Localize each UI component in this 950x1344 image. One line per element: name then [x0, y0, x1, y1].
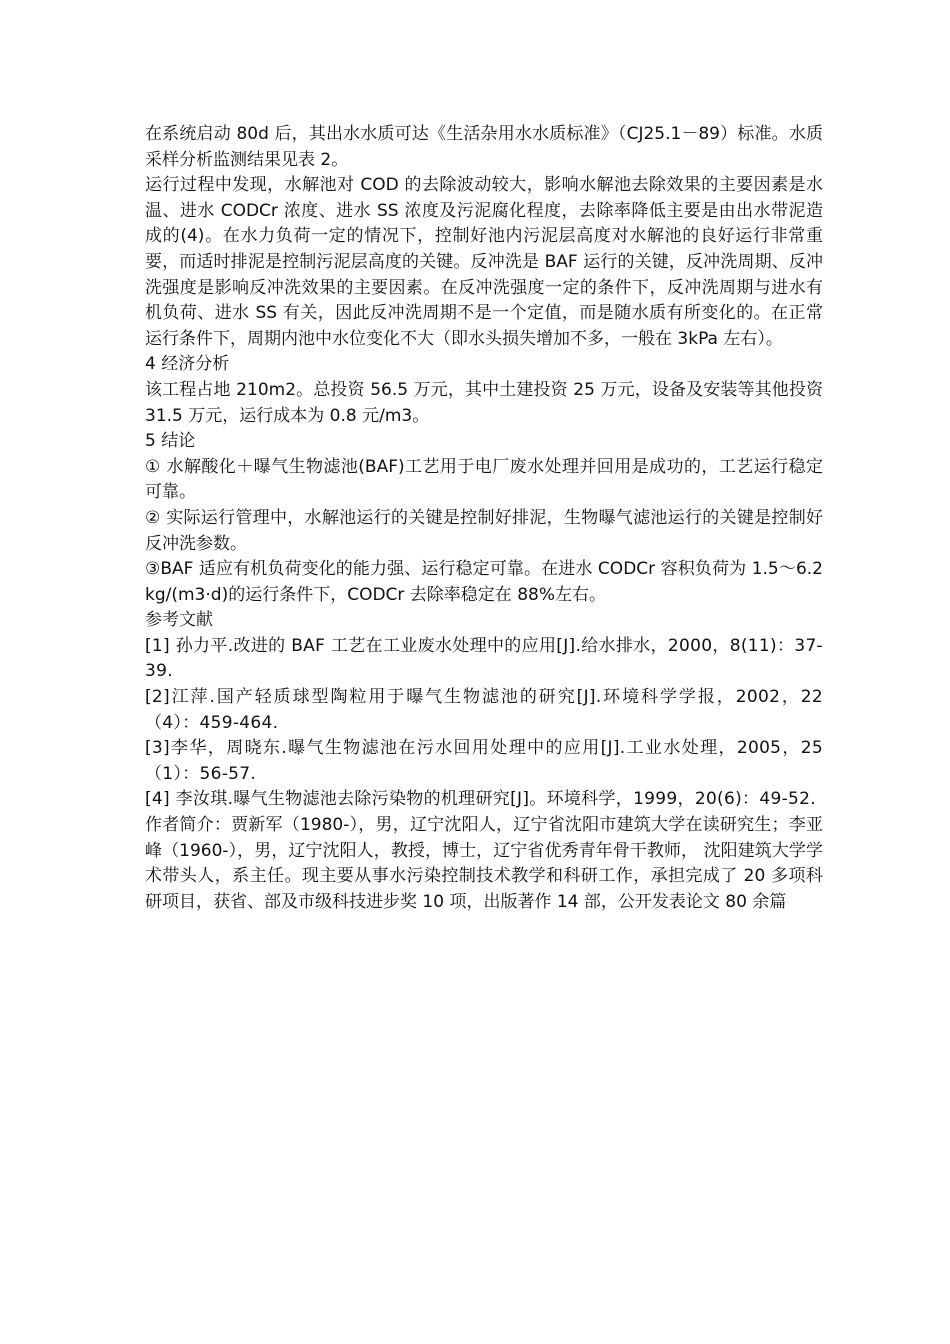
reference-item-3: [3]李华，周晓东.曝气生物滤池在污水回用处理中的应用[J].工业水处理，2005，25（1）：56-57.: [145, 738, 823, 784]
reference-item-4: [4] 李汝琪.曝气生物滤池去除污染物的机理研究[J]。环境科学，1999，20(6)：49-52.: [145, 789, 816, 810]
document-body: [145, 122, 823, 915]
section-heading-conclusion: 5 结论: [145, 431, 196, 452]
section-heading-references: 参考文献: [145, 610, 213, 631]
conclusion-item-2: ② 实际运行管理中，水解池运行的关键是控制好排泥，生物曝气滤池运行的关键是控制好反冲洗参数。: [145, 507, 823, 554]
paragraph-economic: 该工程占地 210m2。总投资 56.5 万元，其中土建投资 25 万元，设备及安装等其他投资 31.5 万元，运行成本为 0.8 元/m3。: [145, 379, 823, 426]
paragraph-water-quality: 在系统启动 80d 后，其出水水质可达《生活杂用水水质标准》（CJ25.1－89）标准。水质采样分析监测结果见表 2。: [145, 124, 823, 170]
paragraph-operation: 运行过程中发现，水解池对 COD 的去除波动较大，影响水解池去除效果的主要因素是水温、进水 CODCr 浓度、进水 SS 浓度及污泥腐化程度，去除率降低主要是由出水带泥造成的(4)。在水力负荷一定的情况下，控制好池内污泥层高度对水解池的良好运行非常重要，而适时排泥是控制污泥层高度的关键。反冲洗是 BAF 运行的关键，反冲洗周期、反冲洗强度是影响反冲洗效果的主要因素。在反冲洗强度一定的条件下，反冲洗周期与进水有机负荷、进水 SS 有关，因此反冲洗周期不是一个定值，而是随水质有所变化的。在正常运行条件下，周期内池中水位变化不大（即水头损失增加不多，一般在 3kPa 左右）。: [145, 175, 823, 349]
reference-item-1: [1] 孙力平.改进的 BAF 工艺在工业废水处理中的应用[J].给水排水，2000，8(11)：37-39.: [145, 635, 823, 682]
reference-item-2: [2]江萍.国产轻质球型陶粒用于曝气生物滤池的研究[J].环境科学学报，2002，22（4）：459-464.: [145, 687, 823, 733]
section-heading-economic-analysis: 4 经济分析: [145, 354, 230, 375]
conclusion-item-1: ① 水解酸化＋曝气生物滤池(BAF)工艺用于电厂废水处理并回用是成功的，工艺运行稳定可靠。: [145, 456, 823, 503]
conclusion-item-3: ③BAF 适应有机负荷变化的能力强、运行稳定可靠。在进水 CODCr 容积负荷为 1.5～6.2 kg/(m3·d)的运行条件下，CODCr 去除率稳定在 88%左右。: [145, 559, 823, 605]
author-bio: 作者简介：贾新军（1980-），男，辽宁沈阳人，辽宁省沈阳市建筑大学在读研究生；李亚峰（1960-），男，辽宁沈阳人，教授，博士，辽宁省优秀青年骨干教师， 沈阳建筑大学学术带头人，系主任。现主要从事水污染控制技术教学和科研工作，承担完成了 20 多项科研项目，获省、部及市级科技进步奖 10 项，出版著作 14 部，公开发表论文 80 余篇: [145, 815, 823, 912]
